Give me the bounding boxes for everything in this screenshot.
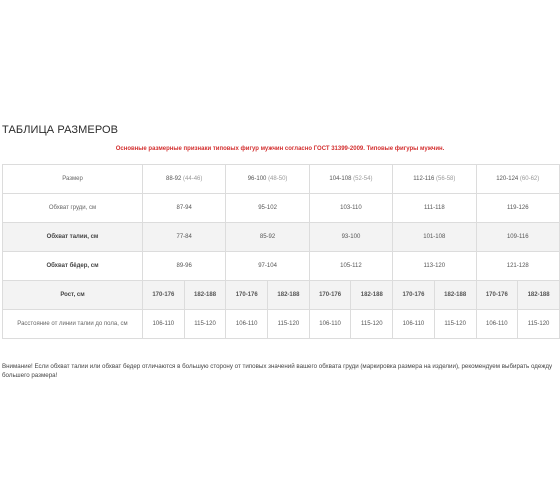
chest-value: 119-126 bbox=[476, 194, 560, 223]
waist-floor-value: 115-120 bbox=[434, 310, 476, 339]
waist-floor-value: 106-110 bbox=[226, 310, 268, 339]
size-cell bbox=[143, 165, 226, 194]
waist-floor-value: 115-120 bbox=[268, 310, 310, 339]
waist-floor-value: 115-120 bbox=[351, 310, 393, 339]
waist-value: 93-100 bbox=[309, 223, 392, 252]
waist-value: 85-92 bbox=[226, 223, 309, 252]
waist-floor-value: 106-110 bbox=[476, 310, 518, 339]
waist-value: 109-116 bbox=[476, 223, 560, 252]
height-value: 182-188 bbox=[434, 281, 476, 310]
waist-floor-value: 115-120 bbox=[184, 310, 226, 339]
waist-floor-value: 106-110 bbox=[393, 310, 435, 339]
page-title: ТАБЛИЦА РАЗМЕРОВ bbox=[2, 124, 119, 136]
height-value: 170-176 bbox=[476, 281, 518, 310]
height-value: 182-188 bbox=[184, 281, 226, 310]
table-row-hips bbox=[3, 252, 560, 281]
height-value: 182-188 bbox=[351, 281, 393, 310]
notice-text: Внимание! Если обхват талии или обхват бедер отличаются в большую сторону от типовых значений вашего обхвата груди (маркировка размера на изделии), рекомендуем выбирать одежду большего размера! bbox=[2, 363, 553, 379]
height-value: 170-176 bbox=[309, 281, 351, 310]
size-header-label: Размер bbox=[3, 165, 143, 194]
size-cell bbox=[476, 165, 560, 194]
waist-floor-value: 106-110 bbox=[309, 310, 351, 339]
size-alt: (44-46) bbox=[183, 176, 203, 182]
size-alt: (60-62) bbox=[519, 176, 540, 182]
size-main: 96-100 bbox=[247, 176, 267, 182]
table-row-height bbox=[3, 281, 560, 310]
waist-value: 101-108 bbox=[393, 223, 476, 252]
row-label-height: Рост, см bbox=[3, 281, 143, 310]
row-label-chest: Обхват груди, см bbox=[3, 194, 143, 223]
hips-value: 113-120 bbox=[393, 252, 476, 281]
chest-value: 103-110 bbox=[309, 194, 392, 223]
height-value: 170-176 bbox=[393, 281, 435, 310]
size-cell bbox=[226, 165, 309, 194]
height-value: 170-176 bbox=[226, 281, 268, 310]
chest-value: 95-102 bbox=[226, 194, 309, 223]
size-table bbox=[2, 164, 560, 339]
height-value: 170-176 bbox=[143, 281, 185, 310]
size-main: 88-92 bbox=[166, 176, 182, 182]
hips-value: 89-96 bbox=[143, 252, 226, 281]
table-row-chest bbox=[3, 194, 560, 223]
table-row-waist-floor bbox=[3, 310, 560, 339]
height-value-highlighted: 182-188 bbox=[518, 281, 560, 310]
hips-value: 105-112 bbox=[309, 252, 392, 281]
waist-value: 77-84 bbox=[143, 223, 226, 252]
table-row-waist bbox=[3, 223, 560, 252]
row-label-hips: Обхват бёдер, см bbox=[3, 252, 143, 281]
size-main: 112-116 bbox=[413, 176, 435, 182]
hips-value: 121-128 bbox=[476, 252, 560, 281]
waist-floor-value: 106-110 bbox=[143, 310, 185, 339]
table-row-sizes bbox=[3, 165, 560, 194]
row-label-waist-floor: Расстояние от линии талии до пола, см bbox=[3, 310, 143, 339]
size-alt: (52-54) bbox=[353, 176, 373, 182]
chest-value: 87-94 bbox=[143, 194, 226, 223]
size-main: 120-124 bbox=[496, 176, 519, 182]
size-main: 104-108 bbox=[329, 176, 352, 182]
size-alt: (56-58) bbox=[436, 176, 456, 182]
table-subtitle: Основные размерные признаки типовых фигур мужчин согласно ГОСТ 31399-2009. Типовые фигуры мужчин. bbox=[115, 146, 445, 152]
size-cell bbox=[309, 165, 392, 194]
hips-value: 97-104 bbox=[226, 252, 309, 281]
chest-value: 111-118 bbox=[393, 194, 476, 223]
size-cell bbox=[393, 165, 476, 194]
row-label-waist: Обхват талии, см bbox=[3, 223, 143, 252]
size-alt: (48-50) bbox=[268, 176, 288, 182]
height-value: 182-188 bbox=[268, 281, 310, 310]
waist-floor-value: 115-120 bbox=[518, 310, 560, 339]
